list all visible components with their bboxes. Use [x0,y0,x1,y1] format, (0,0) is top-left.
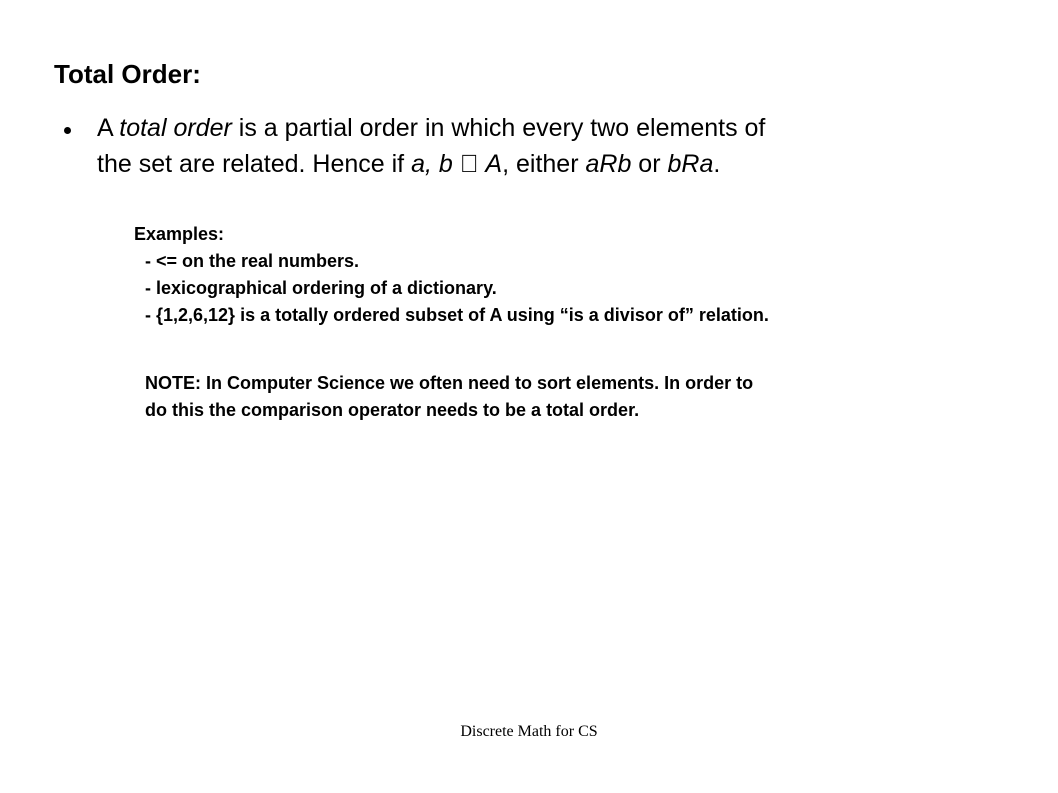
example-item: - lexicographical ordering of a dictionary. [145,278,497,298]
examples-heading: Examples: [134,224,225,244]
example-item: - {1,2,6,12} is a totally ordered subset of A using “is a divisor of” relation. [145,305,769,325]
bullet-text [97,110,997,182]
membership-symbol:   [452,150,486,178]
bullet-text-italic: aRb [585,150,632,178]
bullet-text-part: A [97,114,120,142]
bullet-dot [64,127,71,134]
bullet-text-part: the set are related. Hence if [97,150,412,178]
bullet-text-part: , either [502,150,586,178]
bullet-text-part: is a partial order in which every two elements of [231,114,766,142]
slide-footer: Discrete Math for CS [460,723,598,740]
bullet-text-part: or [631,150,668,178]
examples-block [134,221,769,329]
note-line: NOTE: In Computer Science we often need to sort elements. In order to [145,373,754,393]
bullet-text-italic: a, b [411,150,453,178]
bullet-text-italic: total order [119,114,232,142]
bullet-text-part: . [713,150,721,178]
note-line: do this the comparison operator needs to be a total order. [145,400,640,420]
note-block [145,370,1005,424]
example-item: - <= on the real numbers. [145,251,360,271]
bullet-text-italic: bRa [667,150,714,178]
slide-title: Total Order: [54,59,201,89]
bullet-text-italic: A [485,150,503,178]
